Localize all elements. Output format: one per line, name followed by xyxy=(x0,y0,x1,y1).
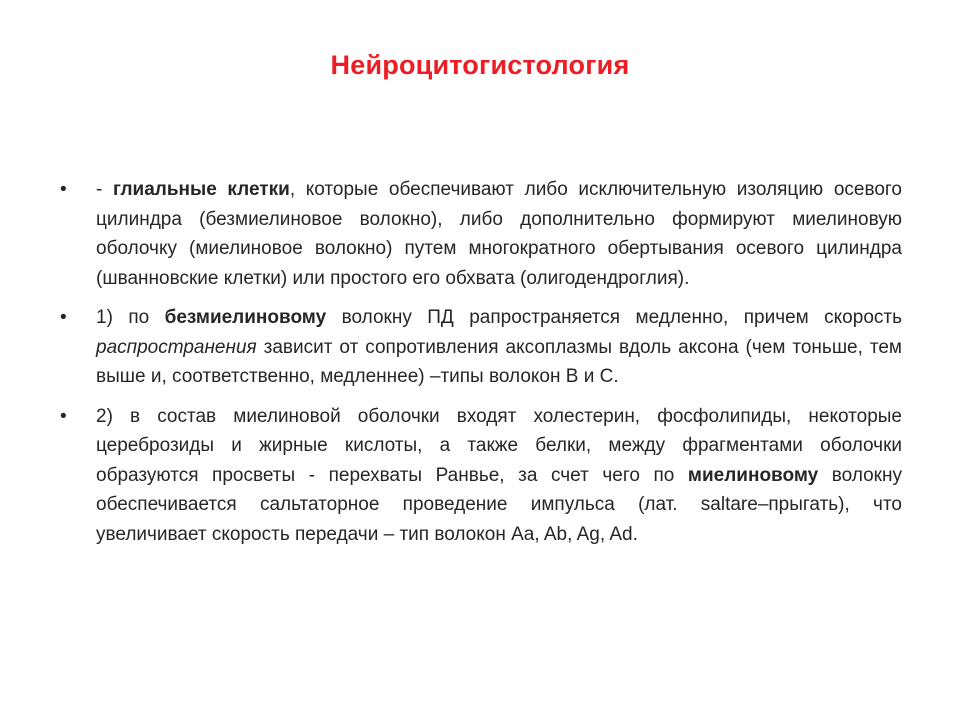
bullet-icon: • xyxy=(60,405,67,427)
item-bold-term: миелиновому xyxy=(687,464,819,486)
bullet-icon: • xyxy=(60,307,67,328)
item-text: - xyxy=(96,179,113,200)
item-bold-term: безмиелиновому xyxy=(164,307,327,328)
item-text: 1) по xyxy=(96,307,165,328)
bullet-item-glial-cells xyxy=(60,175,902,293)
bullet-icon: • xyxy=(60,179,67,200)
item-text: волокну обеспечивается сальтаторное проведение импульса (лат. saltare–прыгать), что увеличивает скорость передачи – тип волокон Aa, Ab, Ag, Ad. xyxy=(96,464,902,545)
item-text: , которые обеспечивают либо исключительную изоляцию осевого цилиндра (безмиелиновое волокно), либо дополнительно формируют миелиновую оболочку (миелиновое волокно) путем многократного обертывания осевого цилиндра (шванновские клетки) или простого его обхвата (олигодендроглия). xyxy=(96,179,902,289)
bullet-item-unmyelinated-fiber xyxy=(60,303,902,392)
bullet-item-myelinated-fiber xyxy=(60,402,902,550)
bullet-list xyxy=(60,175,902,559)
item-text: зависит от сопротивления аксоплазмы вдоль аксона (чем тоньше, тем выше и, соответственно, медленнее) –типы волокон B и C. xyxy=(96,336,902,387)
slide-title: Нейроцитогистология xyxy=(330,50,630,80)
item-italic-term: распространения xyxy=(96,336,257,358)
item-bold-term: глиальные клетки xyxy=(113,179,290,200)
item-text: волокну ПД рапространяется медленно, причем скорость xyxy=(326,307,902,328)
item-text: 2) в состав миелиновой оболочки входят холестерин, фосфолипиды, некоторые цереброзиды и жирные кислоты, а также белки, между фрагментами оболочки образуются просветы - перехваты Ранвье, за счет чего по xyxy=(96,405,902,486)
